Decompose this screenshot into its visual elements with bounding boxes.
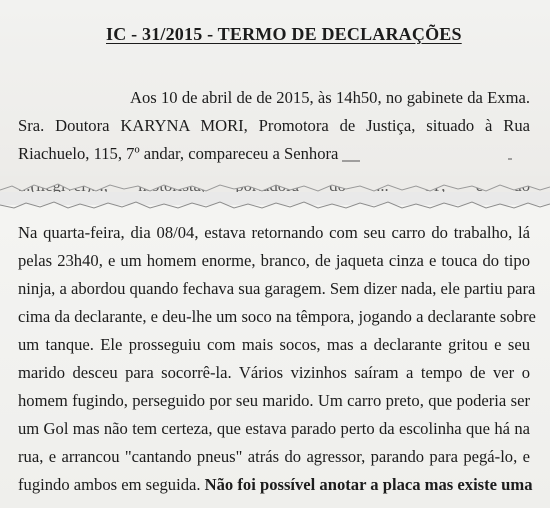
torn-edge-bottom bbox=[0, 196, 550, 214]
text-line: ninja, a abordou quando fechava sua garagem. Sem dizer nada, ele partiu para bbox=[18, 279, 536, 298]
text-line: Sra. Doutora KARYNA MORI, Promotora de Justiça, situado à Rua bbox=[18, 116, 530, 135]
statement-paragraph bbox=[18, 219, 536, 499]
intro-paragraph bbox=[18, 84, 530, 168]
text-regular: fugindo ambos em seguida. bbox=[18, 475, 201, 494]
text-bold: Não foi possível anotar a placa mas existe uma bbox=[204, 475, 533, 494]
document-fragment-top bbox=[0, 0, 550, 192]
text-line: um Gol mas não tem certeza, que estava parado perto da escolinha que há na bbox=[18, 419, 530, 438]
redaction-mark bbox=[342, 160, 360, 162]
text-line: Riachuelo, 115, 7º andar, compareceu a Senhora bbox=[18, 144, 339, 163]
text-line: pelas 23h40, e um homem enorme, branco, de jaqueta cinza e touca do tipo bbox=[18, 251, 530, 270]
text-line: rua, e arrancou "cantando pneus" atrás do agressor, parando para pegá-lo, e bbox=[18, 447, 530, 466]
document-title: IC - 31/2015 - TERMO DE DECLARAÇÕES bbox=[106, 24, 462, 44]
text-line: homem fugindo, perseguido por seu marido. Um carro preto, que poderia ser bbox=[18, 391, 530, 410]
text-line: cima da declarante, e deu-lhe um soco na têmpora, jogando a declarante sobre bbox=[18, 307, 536, 326]
text-line-final bbox=[18, 471, 533, 499]
text-line: um tanque. Ele prosseguiu com mais socos, mas a declarante gritou e seu bbox=[18, 335, 530, 354]
redaction-mark bbox=[508, 158, 512, 160]
document-fragment-bottom bbox=[0, 205, 550, 508]
text-line: marido desceu para socorrê-la. Vários vizinhos saíram a tempo de ver o bbox=[18, 363, 530, 382]
text-line: Aos 10 de abril de de 2015, às 14h50, no gabinete da Exma. bbox=[130, 88, 530, 107]
text-line: Na quarta-feira, dia 08/04, estava retornando com seu carro do trabalho, lá bbox=[18, 223, 530, 242]
